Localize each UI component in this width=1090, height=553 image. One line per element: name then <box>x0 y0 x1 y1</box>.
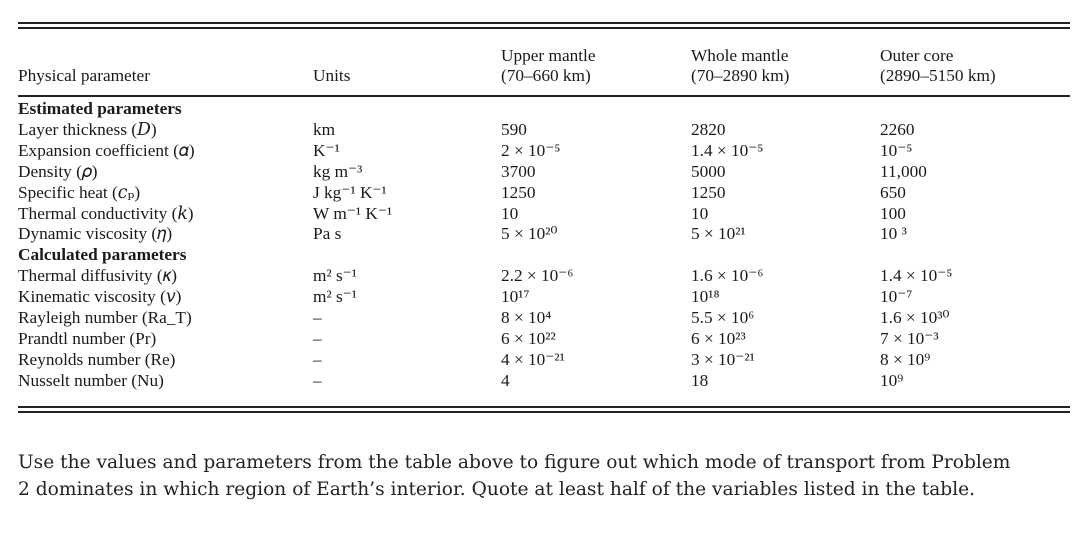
upper-mantle-cell: 4 <box>501 370 510 390</box>
outer-core-cell: 1.6 × 10³⁰ <box>880 308 950 328</box>
units-cell: K⁻¹ <box>313 140 340 160</box>
units-cell: km <box>313 119 336 139</box>
units-cell: – <box>313 349 322 369</box>
parameter-cell: Rayleigh number (Ra_T) <box>18 308 192 328</box>
whole-mantle-cell: 5.5 × 10⁶ <box>691 308 755 328</box>
upper-mantle-cell: 10¹⁷ <box>501 287 530 307</box>
outer-core-cell: 11,000 <box>880 161 927 181</box>
section-estimated-parameters <box>18 99 1070 120</box>
header-whole-mantle: Whole mantle (70–2890 km) <box>691 46 790 85</box>
units-cell: m² s⁻¹ <box>313 287 357 307</box>
units-cell: J kg⁻¹ K⁻¹ <box>313 182 387 202</box>
upper-mantle-cell: 590 <box>501 119 527 139</box>
table-row <box>18 287 1070 308</box>
outer-core-cell: 10⁻⁵ <box>880 140 913 160</box>
whole-mantle-cell: 1.6 × 10⁻⁶ <box>691 266 764 286</box>
outer-core-cell: 100 <box>880 203 906 223</box>
units-cell: m² s⁻¹ <box>313 266 357 286</box>
units-cell: – <box>313 370 322 390</box>
units-cell: kg m⁻³ <box>313 161 363 181</box>
section-calculated-parameters <box>18 245 1070 266</box>
table-row <box>18 308 1070 329</box>
outer-core-cell: 650 <box>880 182 906 202</box>
upper-mantle-cell: 6 × 10²² <box>501 328 556 348</box>
whole-mantle-cell: 5 × 10²¹ <box>691 224 746 244</box>
table-row <box>18 141 1070 162</box>
whole-mantle-cell: 10¹⁸ <box>691 287 720 307</box>
whole-mantle-cell: 1250 <box>691 182 726 202</box>
units-cell: – <box>313 328 322 348</box>
table-row <box>18 120 1070 141</box>
table-row <box>18 329 1070 350</box>
whole-mantle-cell: 10 <box>691 203 709 223</box>
table-row <box>18 266 1070 287</box>
units-cell: Pa s <box>313 224 342 244</box>
header-physical-parameter: Physical parameter <box>18 66 150 85</box>
upper-mantle-cell: 4 × 10⁻²¹ <box>501 349 565 369</box>
units-cell: – <box>313 308 322 328</box>
upper-mantle-cell: 10 <box>501 203 519 223</box>
table-row <box>18 162 1070 183</box>
parameter-cell: Thermal conductivity (𝑘) <box>18 203 194 223</box>
parameter-cell: Specific heat (𝑐ₚ) <box>18 182 141 202</box>
parameter-cell: Thermal diffusivity (𝜅) <box>18 266 178 286</box>
upper-mantle-cell: 5 × 10²⁰ <box>501 224 558 244</box>
table-row <box>18 183 1070 204</box>
table-top-rule-inner <box>18 27 1070 29</box>
table-row <box>18 204 1070 225</box>
parameter-cell: Reynolds number (Re) <box>18 349 176 369</box>
upper-mantle-cell: 2.2 × 10⁻⁶ <box>501 266 574 286</box>
outer-core-cell: 10⁻⁷ <box>880 287 913 307</box>
section-title: Estimated parameters <box>18 99 182 118</box>
parameter-cell: Layer thickness (𝐷) <box>18 119 157 139</box>
table-bottom-rule <box>18 411 1070 413</box>
table-body <box>18 89 1070 392</box>
table-bottom-rule-inner <box>18 406 1070 408</box>
upper-mantle-cell: 8 × 10⁴ <box>501 308 552 328</box>
parameter-cell: Expansion coefficient (𝛼) <box>18 140 195 160</box>
units-cell: W m⁻¹ K⁻¹ <box>313 203 393 223</box>
table-top-rule <box>18 22 1070 24</box>
header-units: Units <box>313 66 351 85</box>
question-text: Use the values and parameters from the table above to figure out which mode of transport from Problem 2 dominates in which region of Earth’s interior. Quote at least half of the variables listed in the table. <box>18 452 1011 500</box>
parameter-cell: Prandtl number (Pr) <box>18 328 157 348</box>
parameter-cell: Nusselt number (Nu) <box>18 370 164 390</box>
whole-mantle-cell: 3 × 10⁻²¹ <box>691 349 755 369</box>
section-title: Calculated parameters <box>18 245 187 265</box>
upper-mantle-cell: 3700 <box>501 161 536 181</box>
table-row <box>18 371 1070 392</box>
whole-mantle-cell: 1.4 × 10⁻⁵ <box>691 140 764 160</box>
header-outer-core: Outer core (2890–5150 km) <box>880 46 996 85</box>
outer-core-cell: 8 × 10⁹ <box>880 349 931 369</box>
outer-core-cell: 10⁹ <box>880 370 904 390</box>
parameter-cell: Density (𝜌) <box>18 161 98 181</box>
table-row <box>18 224 1070 245</box>
upper-mantle-cell: 1250 <box>501 182 536 202</box>
whole-mantle-cell: 6 × 10²³ <box>691 328 746 348</box>
parameter-cell: Kinematic viscosity (𝑣) <box>18 287 182 307</box>
table-row <box>18 350 1070 371</box>
whole-mantle-cell: 5000 <box>691 161 726 181</box>
whole-mantle-cell: 18 <box>691 370 709 390</box>
upper-mantle-cell: 2 × 10⁻⁵ <box>501 140 561 160</box>
header-upper-mantle: Upper mantle (70–660 km) <box>501 46 596 85</box>
outer-core-cell: 1.4 × 10⁻⁵ <box>880 266 953 286</box>
parameter-table <box>18 30 1070 392</box>
outer-core-cell: 2260 <box>880 119 915 139</box>
whole-mantle-cell: 2820 <box>691 119 726 139</box>
parameter-cell: Dynamic viscosity (𝜂) <box>18 224 173 244</box>
table-header-row <box>18 30 1070 89</box>
outer-core-cell: 10 ³ <box>880 224 907 244</box>
outer-core-cell: 7 × 10⁻³ <box>880 328 939 348</box>
